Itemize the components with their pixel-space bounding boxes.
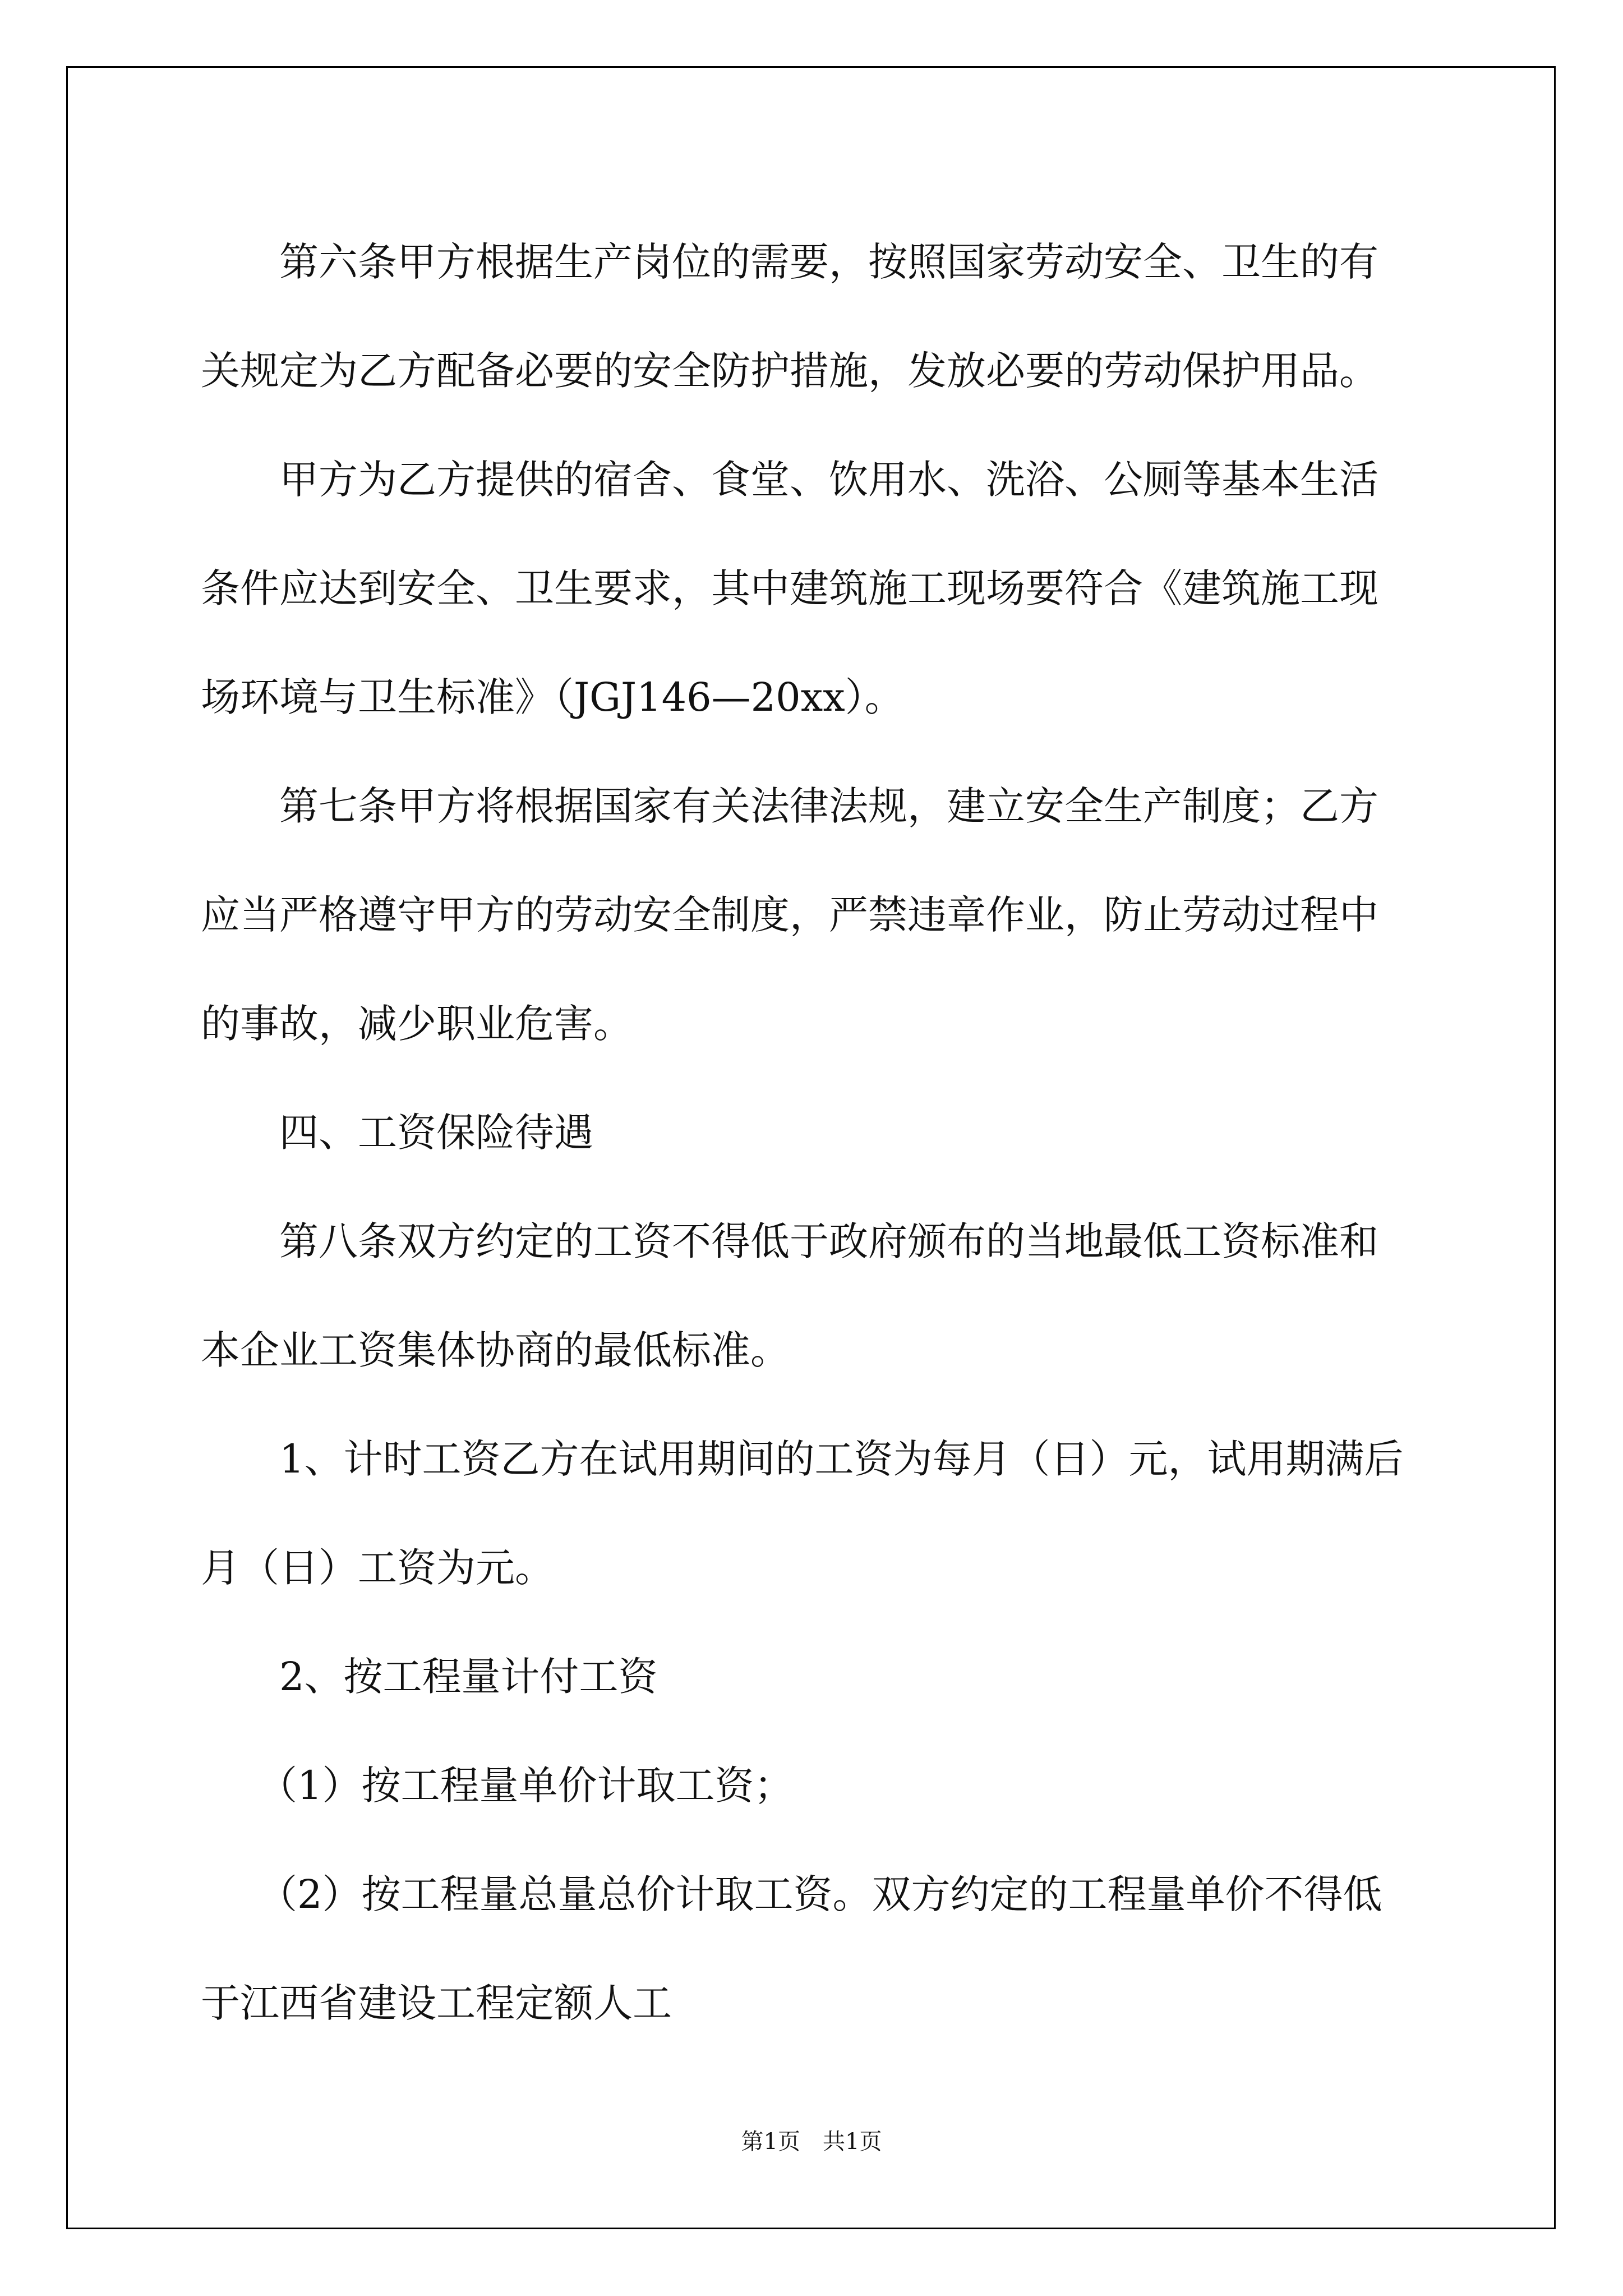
text-line: 的事故，减少职业危害。 (201, 1001, 633, 1047)
paragraph (201, 1840, 1417, 2058)
paragraph (201, 1731, 1417, 1840)
text-line: 于江西省建设工程定额人工 (201, 1980, 672, 2026)
text-line: 应当严格遵守甲方的劳动安全制度，严禁违章作业，防止劳动过程中 (201, 892, 1378, 938)
text-line: 1、计时工资乙方在试用期间的工资为每月（日）元，试用期满后 (279, 1436, 1404, 1482)
text-line: （1）按工程量单价计取工资； (258, 1763, 794, 1809)
text-line: 甲方为乙方提供的宿舍、食堂、饮用水、洗浴、公厕等基本生活 (279, 457, 1378, 503)
text-line: （2）按工程量总量总价计取工资。双方约定的工程量单价不得低 (258, 1871, 1382, 1917)
text-line: 第六条甲方根据生产岗位的需要，按照国家劳动安全、卫生的有 (279, 239, 1378, 285)
section-heading (201, 1078, 1417, 1187)
paragraph (201, 208, 1417, 425)
text-line: 场环境与卫生标准》（JGJ146—20xx）。 (201, 674, 904, 720)
paragraph (201, 425, 1417, 752)
paragraph (201, 1405, 1417, 1622)
text-line: 第七条甲方将根据国家有关法律法规，建立安全生产制度；乙方 (279, 783, 1378, 829)
text-line: 关规定为乙方配备必要的安全防护措施，发放必要的劳动保护用品。 (201, 348, 1378, 394)
text-line: 本企业工资集体协商的最低标准。 (201, 1327, 790, 1373)
text-line: 第八条双方约定的工资不得低于政府颁布的当地最低工资标准和 (279, 1218, 1378, 1264)
document-body (201, 208, 1417, 2058)
page-number-footer: 第1页 共1页 (741, 2129, 882, 2155)
text-line: 2、按工程量计付工资 (279, 1654, 658, 1700)
paragraph (201, 752, 1417, 1078)
text-line: 条件应达到安全、卫生要求，其中建筑施工现场要符合《建筑施工现 (201, 565, 1378, 611)
paragraph (201, 1622, 1417, 1731)
text-line: 四、工资保险待遇 (279, 1110, 593, 1156)
paragraph (201, 1187, 1417, 1405)
text-line: 月（日）工资为元。 (201, 1545, 554, 1591)
